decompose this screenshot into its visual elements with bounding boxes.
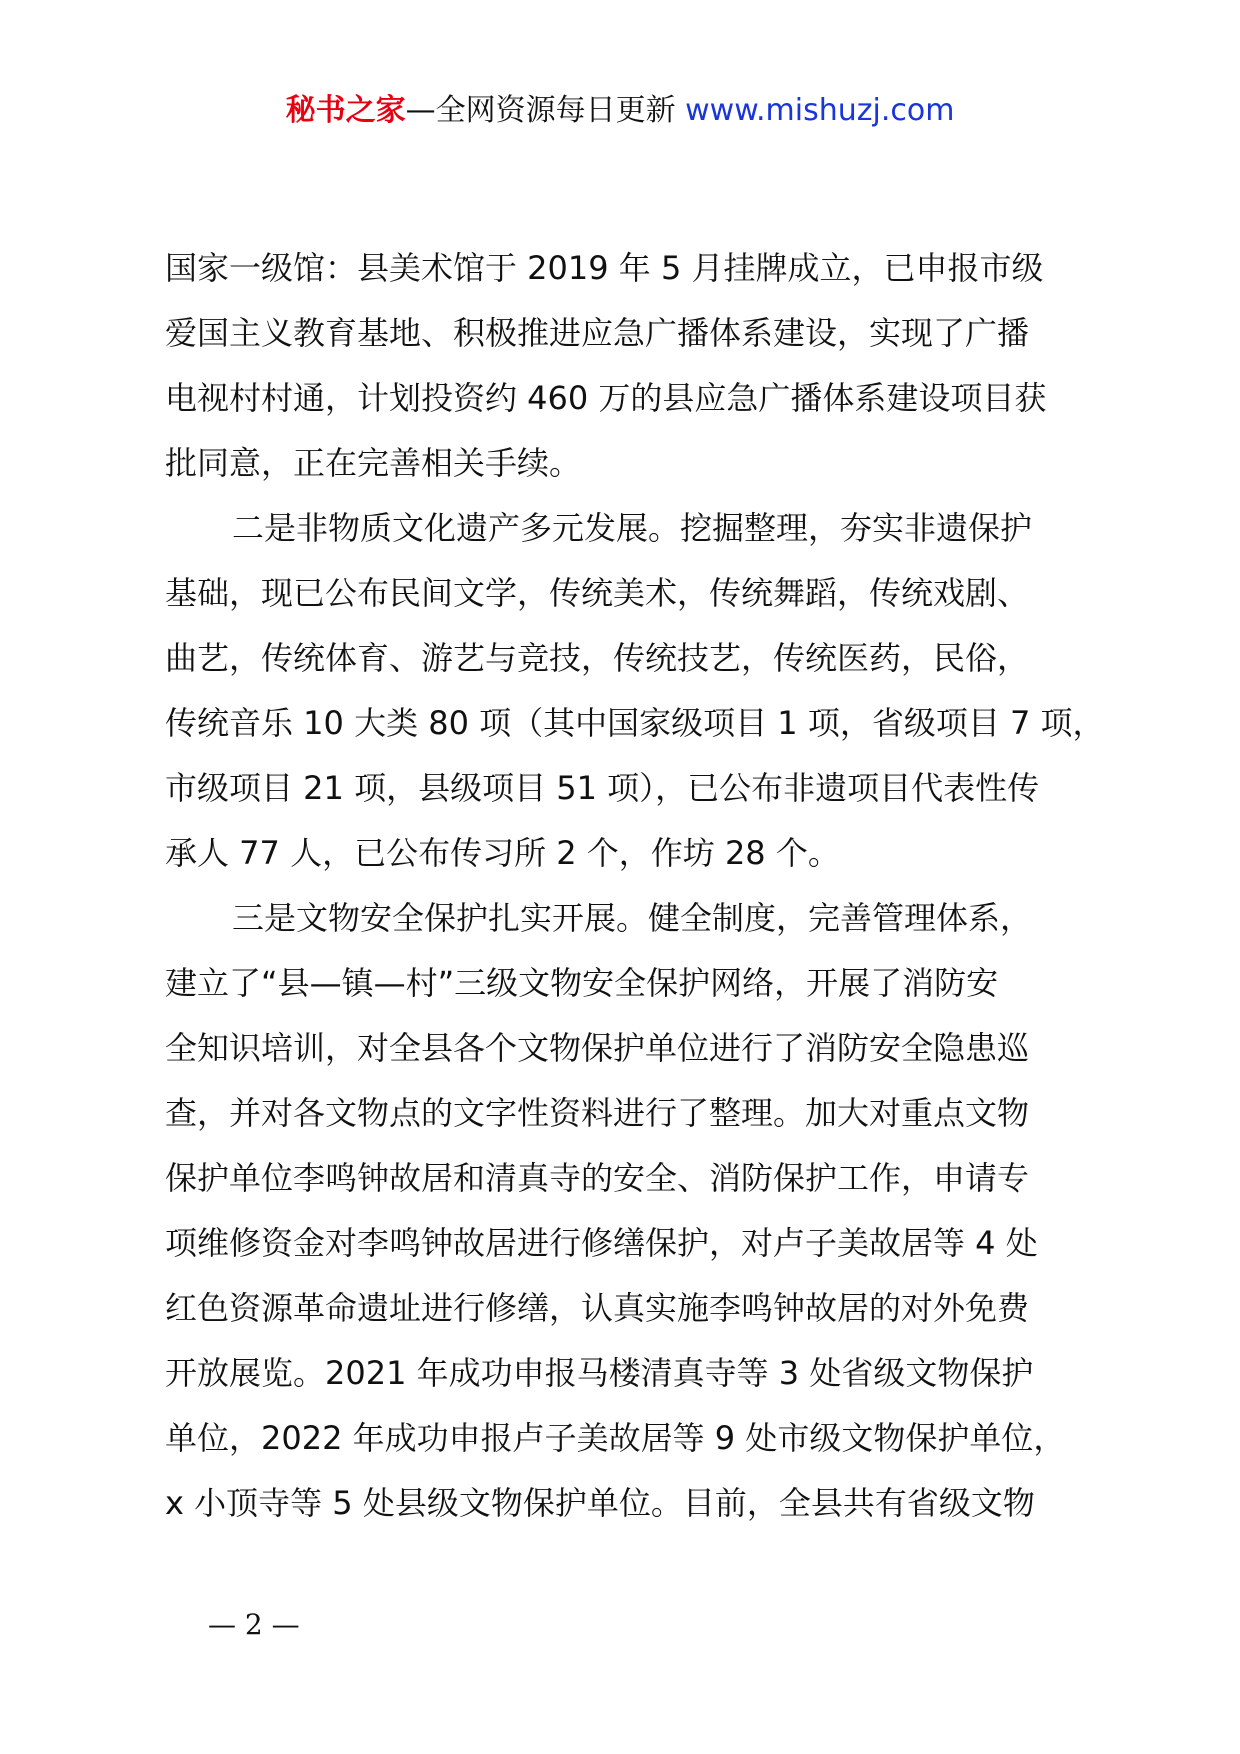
site-header <box>0 88 1240 134</box>
site-url-link[interactable]: www.mishuzj.com <box>685 93 955 128</box>
text-line: 查，并对各文物点的文字性资料进行了整理。加大对重点文物 <box>165 1094 1030 1132</box>
text-line: 开放展览。2021 年成功申报马楼清真寺等 3 处省级文物保护 <box>165 1354 1034 1392</box>
text-line: 国家一级馆：县美术馆于 2019 年 5 月挂牌成立，已申报市级 <box>165 249 1044 287</box>
text-line: 曲艺，传统体育、游艺与竞技，传统技艺，传统医药，民俗， <box>165 639 1030 677</box>
brand-name: 秘书之家 <box>285 93 406 128</box>
text-line: 承人 77 人，已公布传习所 2 个，作坊 28 个。 <box>165 834 840 872</box>
text-line: 全知识培训，对全县各个文物保护单位进行了消防安全隐患巡 <box>165 1029 1030 1067</box>
paragraph-start-line: 二是非物质文化遗产多元发展。挖掘整理，夯实非遗保护 <box>232 509 1033 547</box>
text-line: x 小顶寺等 5 处县级文物保护单位。目前，全县共有省级文物 <box>165 1484 1035 1522</box>
text-line: 基础，现已公布民间文学，传统美术，传统舞蹈，传统戏剧、 <box>165 574 1030 612</box>
text-line: 建立了“县—镇—村”三级文物安全保护网络，开展了消防安 <box>165 964 999 1002</box>
text-line: 爱国主义教育基地、积极推进应急广播体系建设，实现了广播 <box>165 314 1030 352</box>
paragraph-start-line: 三是文物安全保护扎实开展。健全制度，完善管理体系， <box>232 899 1033 937</box>
text-line: 批同意，正在完善相关手续。 <box>165 444 582 482</box>
text-line: 项维修资金对李鸣钟故居进行修缮保护，对卢子美故居等 4 处 <box>165 1224 1038 1262</box>
header-tagline: —全网资源每日更新 <box>405 93 686 128</box>
text-line: 红色资源革命遗址进行修缮，认真实施李鸣钟故居的对外免费 <box>165 1289 1030 1327</box>
text-line: 传统音乐 10 大类 80 项（其中国家级项目 1 项，省级项目 7 项， <box>165 704 1105 742</box>
text-line: 单位，2022 年成功申报卢子美故居等 9 处市级文物保护单位， <box>165 1419 1066 1457</box>
text-line: 电视村村通，计划投资约 460 万的县应急广播体系建设项目获 <box>165 379 1047 417</box>
document-body <box>165 236 1120 1536</box>
page-number: — 2 — <box>208 1608 300 1641</box>
text-line: 保护单位李鸣钟故居和清真寺的安全、消防保护工作，申请专 <box>165 1159 1030 1197</box>
text-line: 市级项目 21 项，县级项目 51 项），已公布非遗项目代表性传 <box>165 769 1040 807</box>
